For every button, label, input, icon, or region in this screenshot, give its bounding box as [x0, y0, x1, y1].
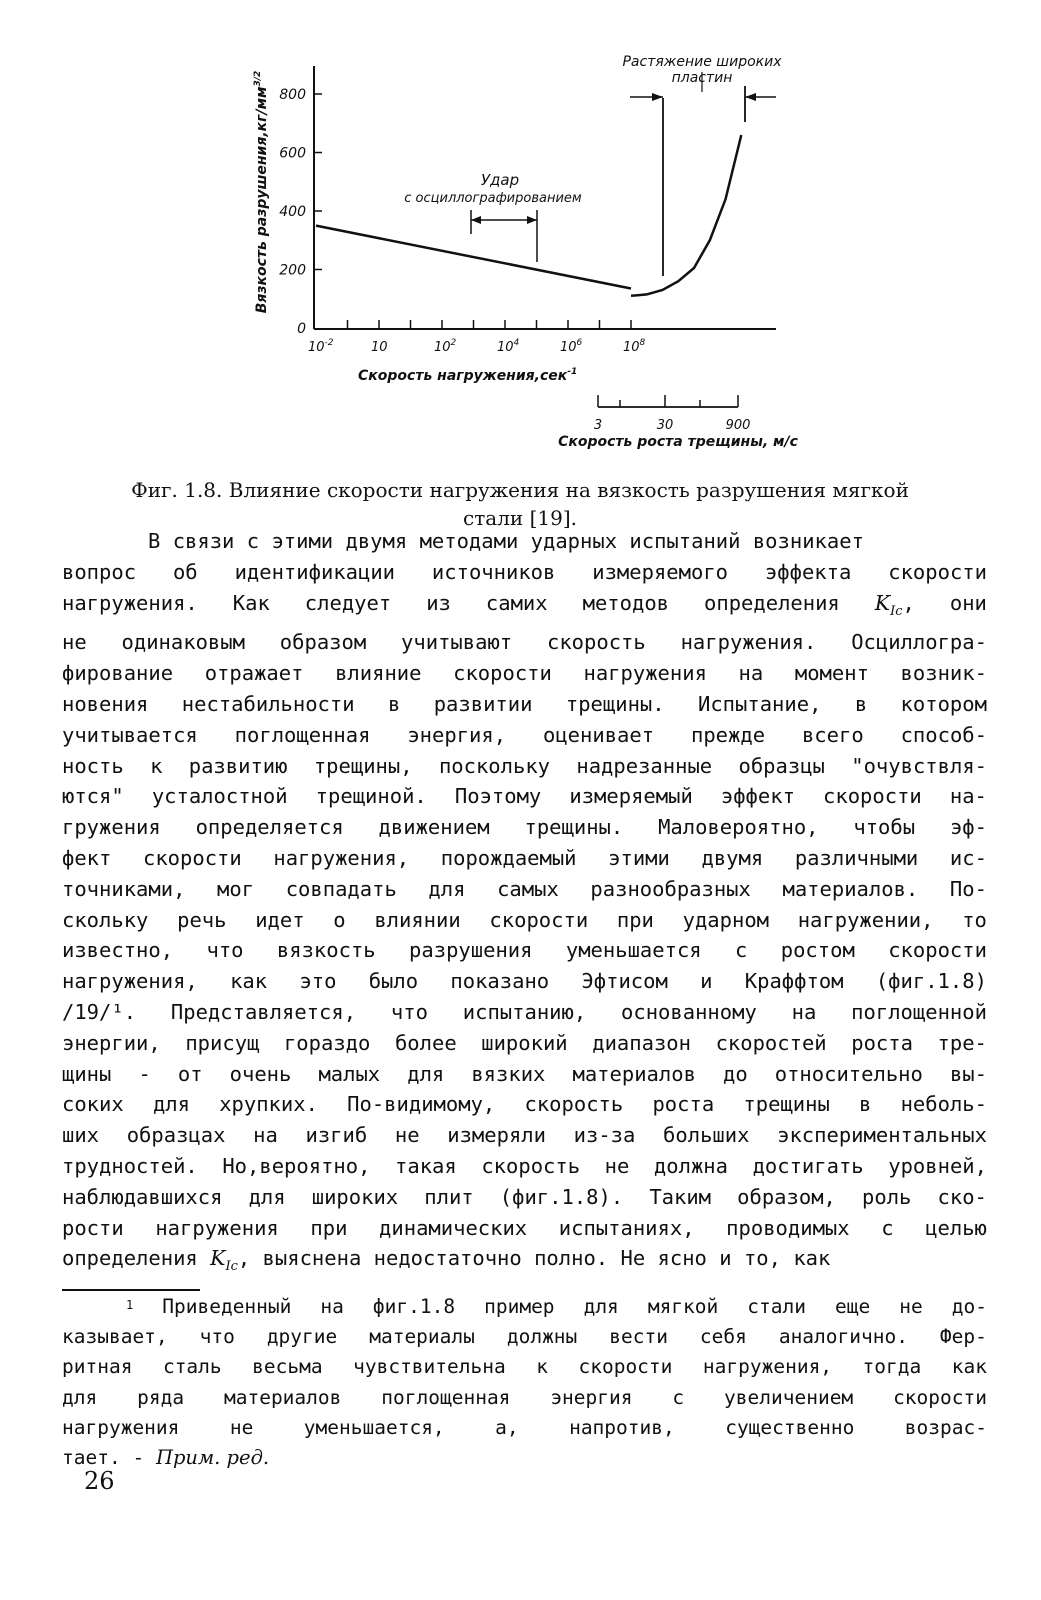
body-line: В связи с этими двумя методами ударных испытаний возникает	[148, 529, 864, 553]
x-tick-label: $10^6$	[560, 338, 583, 355]
body-line: вопрос об идентификации источников измеряемого эффекта скорости	[62, 559, 987, 584]
x-tick-label: $10^2$	[434, 338, 457, 355]
crack-tick-label: 30	[656, 418, 674, 433]
footnote-line: ритная сталь весьма чувствительна к скорости нагружения, тогда как	[62, 1355, 987, 1379]
footnote-marker: 1	[126, 1298, 134, 1312]
body-line: энергии, присущ гораздо более широкий диапазон скоростей роста тре-	[62, 1030, 987, 1055]
crack-speed-label: Скорость роста трещины, м/с	[558, 434, 798, 450]
body-line: известно, что вязкость разрушения уменьшается с ростом скорости	[62, 938, 987, 963]
body-line: нагружения. Как следует из самих методов определения $K_{Ic}$, они	[62, 590, 987, 619]
y-tick-label: 200	[279, 262, 306, 279]
crack-speed-axis	[594, 395, 751, 433]
x-tick-label: $10^{-2}$	[308, 338, 334, 355]
y-tick-label: 400	[279, 204, 306, 220]
footnote-line: казывает, что другие материалы должны вести себя аналогично. Фер-	[62, 1325, 987, 1349]
y-tick-label: 0	[297, 321, 306, 337]
body-line: ших образцах на изгиб не измеряли из-за больших экспериментальных	[62, 1123, 987, 1148]
plates-title: Растяжение широких	[622, 54, 782, 70]
body-line: фирование отражает влияние скорости нагружения на момент возник-	[62, 661, 987, 686]
editor-note: Прим. ред.	[155, 1446, 270, 1470]
body-line: не одинаковым образом учитывают скорость нагружения. Осциллогра-	[62, 630, 987, 655]
plates-arrow-right-head	[745, 93, 756, 101]
crack-tick-label: 3	[593, 418, 603, 433]
body-line: учитывается поглощенная энергия, оценивает прежде всего способ-	[62, 722, 987, 747]
impact-title: Удар	[480, 171, 520, 189]
body-line: ность к развитию трещины, поскольку надрезанные образцы "очувствля-	[62, 753, 987, 778]
caption-line-1: Фиг. 1.8. Влияние скорости нагружения на вязкость разрушения мягкой	[131, 478, 909, 502]
x-tick-label: $10^4$	[497, 338, 520, 355]
plates-annotation	[622, 54, 782, 276]
body-line: /19/¹. Представляется, что испытанию, основанному на поглощенной	[62, 1000, 987, 1025]
page-number: 26	[84, 1467, 115, 1495]
crack-tick-label: 900	[725, 418, 751, 433]
footnote-line: тает. - Прим. ред.	[62, 1443, 987, 1473]
caption-line-2: стали [19].	[463, 506, 577, 530]
y-tick-label: 600	[279, 145, 306, 162]
impact-arrow-left	[471, 216, 481, 224]
body-line: гружения определяется движением трещины. Маловероятно, чтобы эф-	[62, 815, 987, 840]
y-tick-label: 800	[279, 87, 306, 103]
y-axis-label	[253, 71, 270, 314]
x-axis-label: Скорость нагружения,сек$^{-1}$	[358, 367, 578, 384]
svg-text:Вязкость разрушения,кг/мм3/2: Вязкость $разрушения,кг/мм^{3/2}$	[253, 70, 270, 314]
impact-arrow-right	[527, 216, 537, 224]
plates-subtitle: пластин	[671, 70, 733, 86]
body-line: фект скорости нагружения, порождаемый этими двумя различными ис-	[62, 846, 987, 871]
body-line: рости нагружения при динамических испытаниях, проводимых с целью	[62, 1215, 987, 1240]
body-line: новения нестабильности в развитии трещины. Испытание, в котором	[62, 692, 987, 717]
body-line: трудностей. Но,вероятно, такая скорость не должна достигать уровней,	[62, 1154, 987, 1179]
body-text	[62, 526, 987, 1283]
wide-plates-series-line	[631, 135, 741, 296]
body-line: нагружения, как это было показано Эфтисом и Краффтом (фиг.1.8)	[62, 969, 987, 994]
body-line: скольку речь идет о влиянии скорости при ударном нагружении, то	[62, 907, 987, 932]
body-line: соких для хрупких. По-видимому, скорость роста трещины в неболь-	[62, 1092, 987, 1117]
x-tick-label: $10^8$	[623, 338, 646, 355]
footnote-line: для ряда материалов поглощенная энергия с увеличением скорости	[62, 1385, 987, 1409]
body-line: ются" усталостной трещиной. Поэтому измеряемый эффект скорости на-	[62, 784, 987, 809]
impact-subtitle: с осциллографированием	[404, 191, 582, 206]
footnote	[62, 1292, 987, 1473]
footnote-line: 1 Приведенный на фиг.1.8 пример для мягкой стали еще не до-	[62, 1292, 987, 1322]
footnote-line: нагружения не уменьшается, а, напротив, существенно возрас-	[62, 1415, 987, 1439]
body-line: точниками, мог совпадать для самых разнообразных материалов. По-	[62, 876, 987, 901]
body-line: щины - от очень малых для вязких материалов до относительно вы-	[62, 1061, 987, 1086]
impact-series-line	[316, 226, 631, 289]
fracture-toughness-chart	[0, 0, 1041, 470]
body-line: определения $K_{Ic}$, выяснена недостаточно полно. Не ясно и то, как	[62, 1246, 831, 1275]
x-tick-labels	[308, 320, 646, 355]
plates-arrow-left-head	[652, 93, 663, 101]
y-tick-labels	[279, 87, 322, 337]
chart-curves	[316, 135, 741, 296]
x-tick-label: 10	[371, 340, 388, 355]
body-line: наблюдавшихся для широких плит (фиг.1.8). Таким образом, роль ско-	[62, 1184, 987, 1209]
figure-caption	[60, 476, 980, 532]
